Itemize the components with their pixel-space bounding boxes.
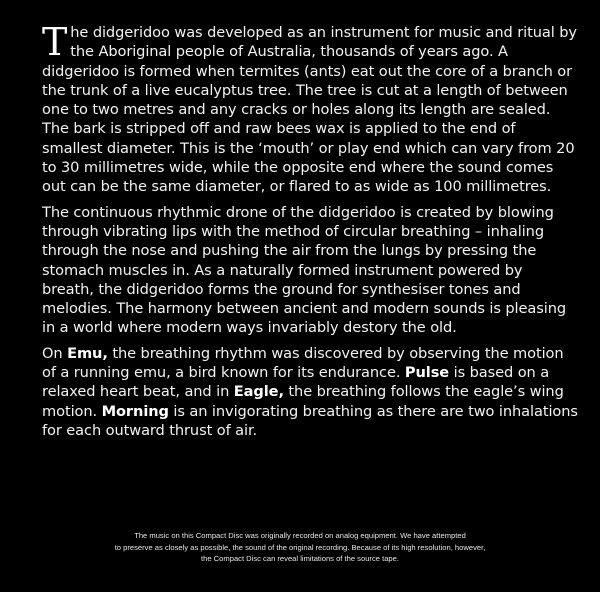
track-name-eagle: Eagle, xyxy=(233,383,284,401)
notice-line: the Compact Disc can reveal limitations of the source tape. xyxy=(201,554,399,564)
track-name-emu: Emu, xyxy=(67,344,108,362)
notice-line: to preserve as closely as possible, the sound of the original recording. Because of its high resolution, however, xyxy=(114,542,486,552)
paragraph-didgeridoo-construction xyxy=(42,20,578,197)
text-segment: the breathing follows the eagle’s wing motion. xyxy=(42,383,564,420)
text-segment: On xyxy=(42,344,68,362)
text-segment: is an invigorating breathing as there are two inhalations for each outward thrust of air. xyxy=(42,402,578,439)
paragraph-track-descriptions xyxy=(42,344,578,440)
compact-disc-notice xyxy=(40,530,560,565)
article-body xyxy=(42,20,578,446)
track-name-pulse: Pulse xyxy=(404,364,450,382)
track-name-morning: Morning xyxy=(101,402,169,420)
text-segment: is based on a relaxed heart beat, and in xyxy=(42,364,550,401)
text-segment: the breathing rhythm was discovered by observing the motion of a running emu, a bird known for its endurance. xyxy=(42,344,564,382)
paragraph-text: he didgeridoo was developed as an instrument for music and ritual by the Aboriginal people of Australia, thousands of years ago. A didgeridoo is formed when termites (ants) eat out the core of a branch or the trunk of a live eucalyptus tree. The tree is cut at a length of between one to two metres and any cracks or holes along its length are sealed. The bark is stripped off and raw bees wax is applied to the end of smallest diameter. This is the ‘mouth’ or play end which can vary from 20 to 30 millimetres wide, while the opposite end where the sound comes out can be the same diameter, or flared to as wide as 100 millimetres. xyxy=(42,24,577,196)
notice-line: The music on this Compact Disc was originally recorded on analog equipment. We have attempted xyxy=(134,531,466,540)
drop-cap: T xyxy=(42,20,68,64)
paragraph-circular-breathing: The continuous rhythmic drone of the didgeridoo is created by blowing through vibrating lips with the method of circular breathing – inhaling through the nose and pushing the air from the lungs by pressing the stomach muscles in. As a naturally formed instrument powered by breath, the didgeridoo forms the ground for synthesiser tones and melodies. The harmony between ancient and modern sounds is pleasing in a world where modern ways invariably destory the old. xyxy=(42,203,567,337)
